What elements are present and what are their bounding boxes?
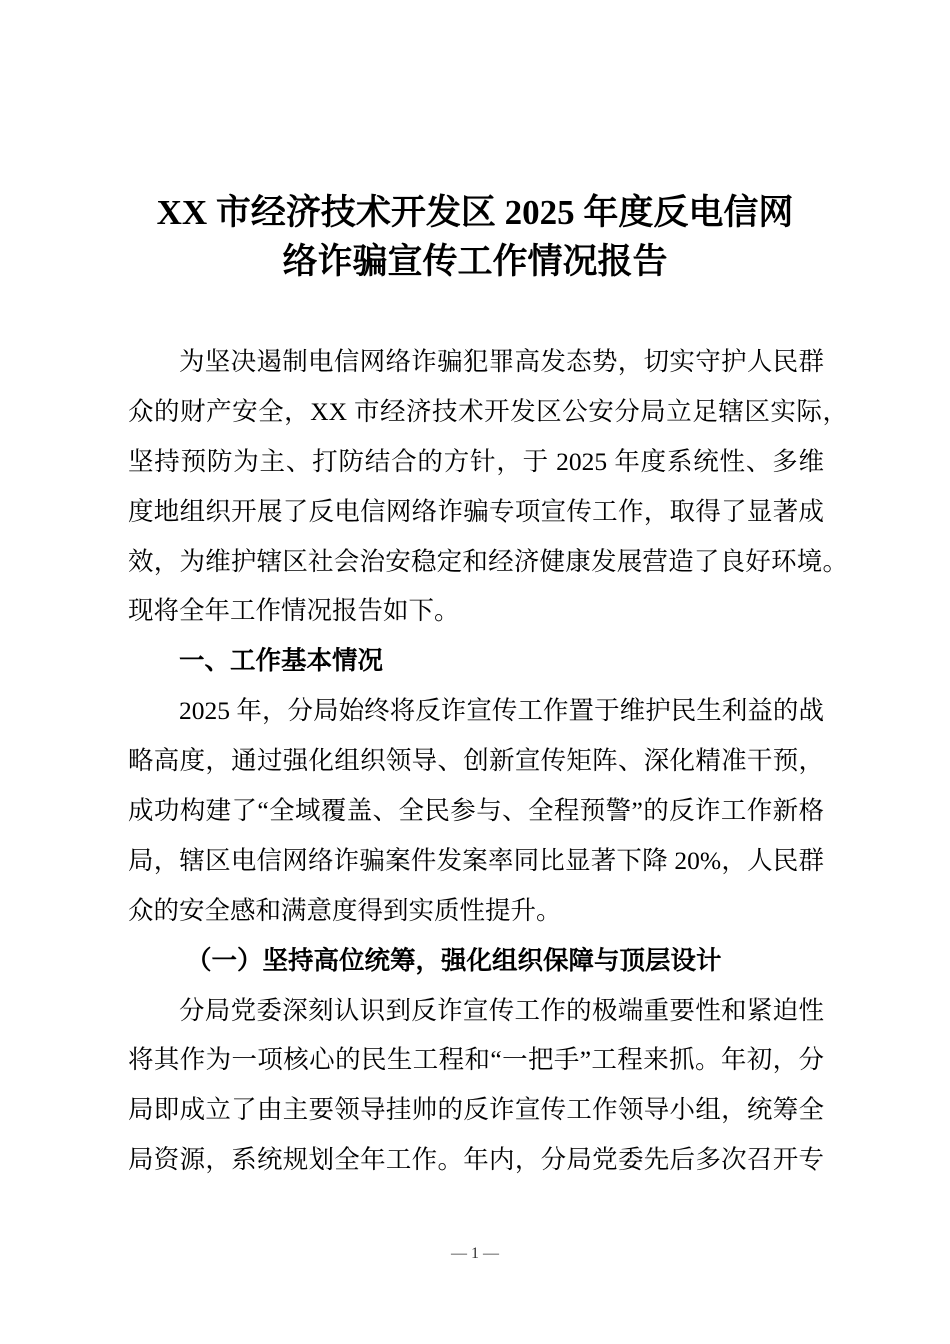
paragraph-line: 局，辖区电信网络诈骗案件发案率同比显著下降 20%，人民群 — [128, 845, 824, 875]
paragraph-line: 现将全年工作情况报告如下。 — [128, 596, 460, 626]
subsection-heading: （一）坚持高位统筹，强化组织保障与顶层设计 — [186, 945, 722, 975]
paragraph-line: 局资源，系统规划全年工作。年内，分局党委先后多次召开专 — [128, 1145, 824, 1175]
paragraph-line: 2025 年，分局始终将反诈宣传工作置于维护民生利益的战 — [179, 696, 824, 726]
paragraph-line: 众的安全感和满意度得到实质性提升。 — [128, 895, 562, 925]
paragraph-line: 略高度，通过强化组织领导、创新宣传矩阵、深化精准干预， — [128, 746, 824, 776]
title-line-1: XX 市经济技术开发区 2025 年度反电信网 — [156, 193, 794, 232]
paragraph-line: 效，为维护辖区社会治安稳定和经济健康发展营造了良好环境。 — [128, 546, 848, 576]
document-body — [128, 337, 848, 1185]
paragraph-line: 局即成立了由主要领导挂帅的反诈宣传工作领导小组，统筹全 — [128, 1095, 824, 1125]
page-number: — 1 — — [451, 1245, 499, 1262]
paragraph-line: 为坚决遏制电信网络诈骗犯罪高发态势，切实守护人民群 — [179, 347, 824, 376]
section-heading: 一、工作基本情况 — [179, 646, 384, 676]
paragraph-line: 度地组织开展了反电信网络诈骗专项宣传工作，取得了显著成 — [128, 496, 824, 526]
document-title — [0, 188, 950, 286]
paragraph-line: 成功构建了“全域覆盖、全民参与、全程预警”的反诈工作新格 — [128, 796, 824, 826]
paragraph-line: 将其作为一项核心的民生工程和“一把手”工程来抓。年初，分 — [128, 1045, 824, 1075]
paragraph-line: 分局党委深刻认识到反诈宣传工作的极端重要性和紧迫性 — [179, 995, 824, 1025]
paragraph-line: 坚持预防为主、打防结合的方针，于 2025 年度系统性、多维 — [128, 446, 824, 476]
title-line-2: 络诈骗宣传工作情况报告 — [282, 242, 668, 281]
paragraph-line: 众的财产安全，XX 市经济技术开发区公安分局立足辖区实际， — [128, 396, 848, 426]
